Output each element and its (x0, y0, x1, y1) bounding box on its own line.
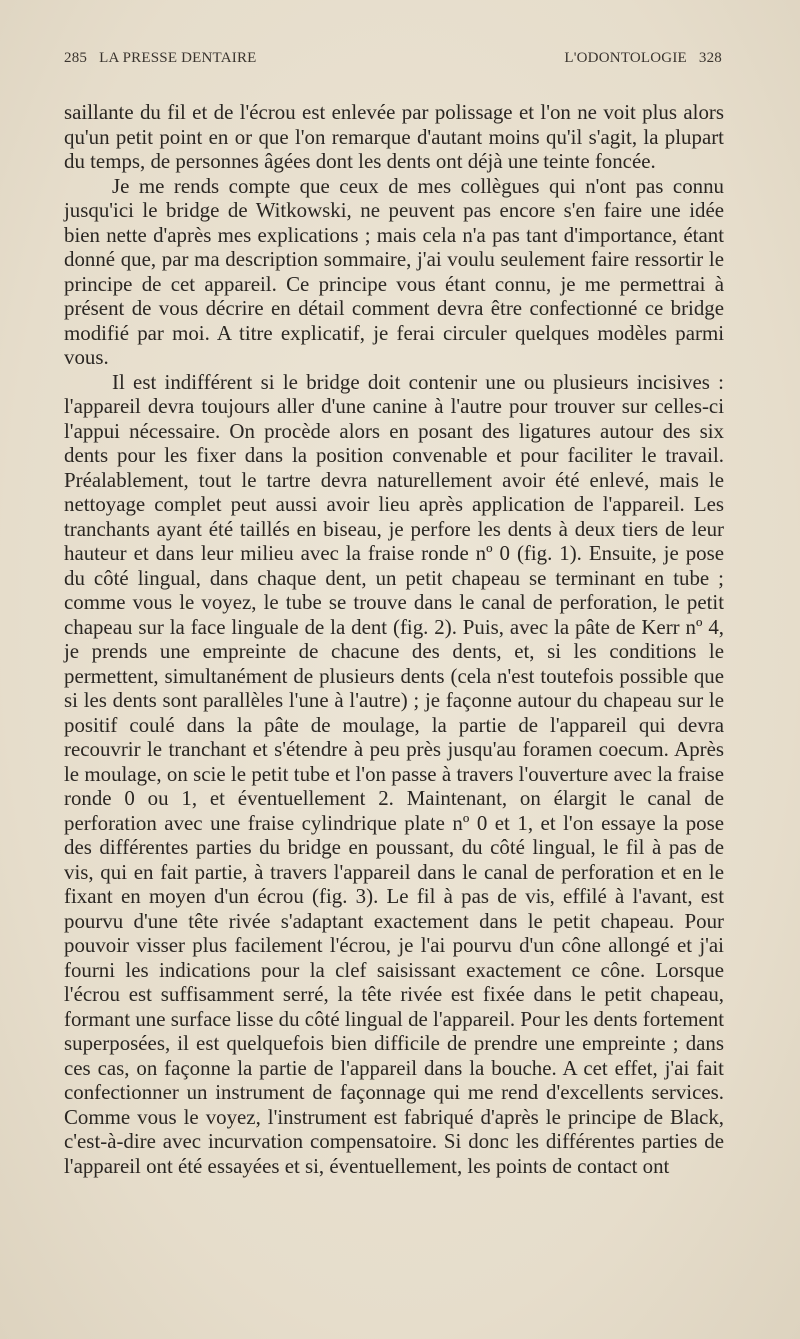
running-header (64, 50, 722, 72)
body-text (64, 100, 724, 1178)
paragraph: Il est indifférent si le bridge doit contenir une ou plusieurs incisives : l'appareil devra toujours aller d'une canine à l'autre pour trouver sur celles-ci l'appui nécessaire. On procède alors en posant des ligatures autour des six dents pour les fixer dans la position convenable et pour faciliter le travail. Préalablement, tout le tartre devra naturellement avoir été enlevé, mais le nettoyage complet peut aussi avoir lieu après application de l'appareil. Les tranchants ayant été taillés en biseau, je perfore les dents à deux tiers de leur hauteur et dans leur milieu avec la fraise ronde nº 0 (fig. 1). Ensuite, je pose du côté lingual, dans chaque dent, un petit chapeau se terminant en tube ; comme vous le voyez, le tube se trouve dans le canal de perforation, le petit chapeau sur la face linguale de la dent (fig. 2). Puis, avec la pâte de Kerr nº 4, je prends une empreinte de chacune des dents, et, si les conditions le permettent, simultanément de plusieurs dents (cela n'est toutefois possible que si les dents sont parallèles l'une à l'autre) ; je façonne autour du chapeau sur le positif coulé dans la pâte de moulage, la partie de l'appareil qui devra recouvrir le tranchant et s'étendre à peu près jusqu'au foramen coecum. Après le moulage, on scie le petit tube et l'on passe à travers l'ouverture avec la fraise ronde 0 ou 1, et éventuellement 2. Maintenant, on élargit le canal de perforation avec une fraise cylindrique plate nº 0 et 1, et l'on essaye la pose des différentes parties du bridge en poussant, du côté lingual, le fil à pas de vis, qui en fait partie, à travers l'appareil dans le canal de perforation et en le fixant en moyen d'un écrou (fig. 3). Le fil à pas de vis, effilé à l'avant, est pourvu d'une tête rivée s'adaptant exactement dans le petit chapeau. Pour pouvoir visser plus facilement l'écrou, je l'ai pourvu d'un cône allongé et j'ai fourni les indications pour la clef saisissant exactement ce cône. Lorsque l'écrou est suffisamment serré, la tête rivée est fixée dans le petit chapeau, formant une surface lisse du côté lingual de l'appareil. Pour les dents fortement superposées, il est quelquefois bien difficile de prendre une empreinte ; dans ces cas, on façonne la partie de l'appareil dans la bouche. A cet effet, j'ai fait confectionner un instrument de façonnage qui me rend d'excellents services. Comme vous le voyez, l'instrument est fabriqué d'après le principe de Black, c'est-à-dire avec incurvation compensatoire. Si donc les différentes parties de l'appareil ont été essayées et si, éventuellement, les points de contact ont (64, 369, 724, 1178)
header-right (564, 50, 722, 67)
right-journal-title: L'ODONTOLOGIE (564, 50, 687, 66)
left-page-number: 285 (64, 50, 88, 66)
paragraph: Je me rends compte que ceux de mes collègues qui n'ont pas connu jusqu'ici le bridge de Witkowski, ne peuvent pas encore s'en faire une idée bien nette d'après mes explications ; mais cela n'a pas tant d'importance, étant donné que, par ma description sommaire, j'ai voulu seulement faire ressortir le principe de cet appareil. Ce principe vous étant connu, je me permettrai à présent de vous décrire en détail comment devra être confectionné ce bridge modifié par moi. A titre explicatif, je ferai circuler quelques modèles parmi vous. (64, 173, 724, 369)
right-page-number: 328 (698, 50, 722, 66)
left-journal-title: LA PRESSE DENTAIRE (99, 50, 257, 66)
paragraph-continued: saillante du fil et de l'écrou est enlevée par polissage et l'on ne voit plus alors qu'un petit point en or que l'on remarque d'autant moins qu'il s'agit, la plupart du temps, de personnes âgées dont les dents ont déjà une teinte foncée. (64, 100, 724, 173)
header-left (64, 50, 257, 67)
